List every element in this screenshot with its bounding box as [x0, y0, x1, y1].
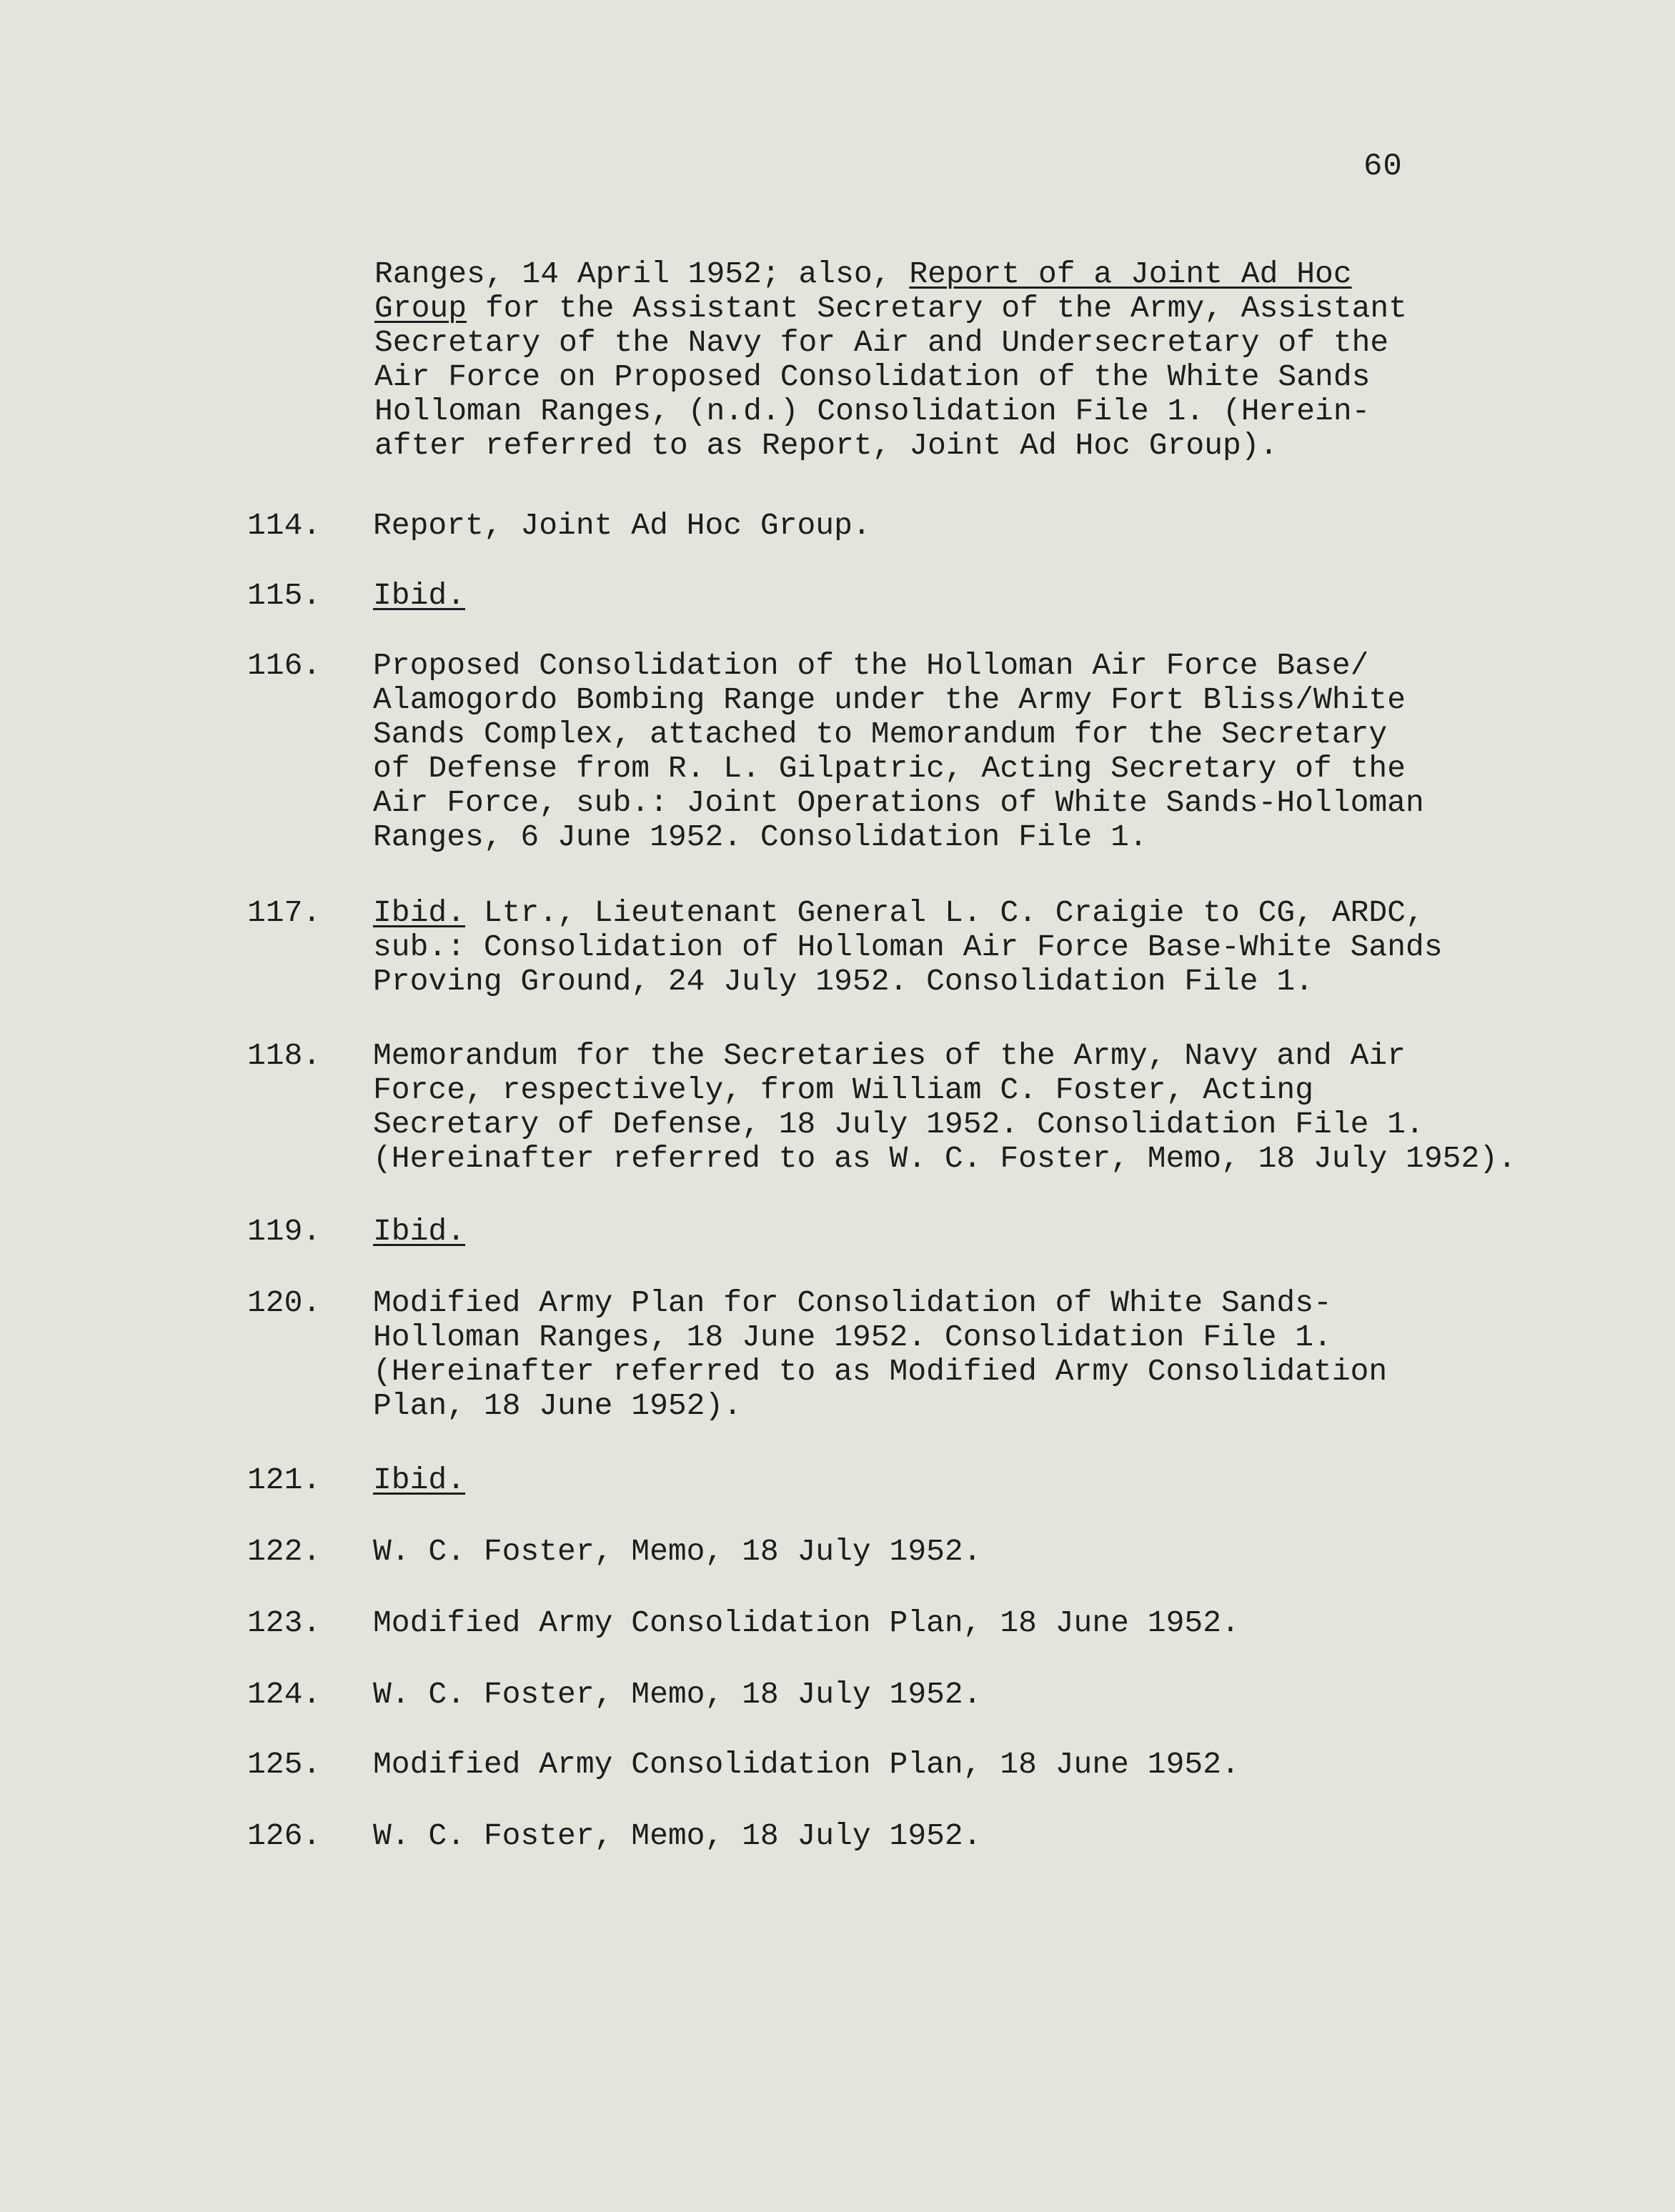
note-text: [373, 579, 1488, 613]
note-text: [373, 1215, 1488, 1249]
note-number: 120.: [247, 1285, 322, 1320]
ibid-label: Ibid.: [373, 578, 466, 613]
note-text: Modified Army Consolidation Plan, 18 June 1952.: [373, 1747, 1240, 1782]
intro-line1-pre: Ranges, 14 April 1952; also,: [374, 256, 910, 292]
intro-line2-rest: for the Assistant Secretary of the Army, Assistant: [467, 291, 1408, 326]
note-text: W. C. Foster, Memo, 18 July 1952.: [373, 1534, 982, 1569]
note-text: Report, Joint Ad Hoc Group.: [373, 508, 871, 543]
ibid-label: Ibid.: [373, 895, 466, 930]
note-number: 117.: [247, 895, 322, 930]
intro-continuation: [374, 257, 1489, 463]
note-number: 124.: [247, 1677, 322, 1712]
note-number: 122.: [247, 1534, 322, 1569]
note-text: Memorandum for the Secretaries of the Army, Navy and Air Force, respectively, from William C. Foster, Acting Secretary of Defense, 18 July 1952. Consolidation File 1. (Hereinafter referred to as W. C. Foster, Memo, 18 July 1952).: [373, 1038, 1516, 1176]
note-number: 121.: [247, 1463, 322, 1498]
intro-report-title-a: Report of a Joint Ad Hoc: [909, 256, 1352, 292]
note-text: Modified Army Plan for Consolidation of White Sands- Holloman Ranges, 18 June 1952. Consolidation File 1. (Hereinafter referred to as Modified Army Consolidation Plan, 18 June 1952).: [373, 1285, 1388, 1423]
note-number: 123.: [247, 1605, 322, 1640]
note-text: [373, 1463, 1488, 1498]
ibid-label: Ibid.: [373, 1214, 466, 1249]
ibid-label: Ibid.: [373, 1463, 466, 1498]
intro-report-title-b: Group: [374, 291, 467, 326]
page-number: 60: [1363, 149, 1403, 184]
note-number: 115.: [247, 578, 322, 613]
note-number: 114.: [247, 508, 322, 543]
note-text: Proposed Consolidation of the Holloman Air Force Base/ Alamogordo Bombing Range under the Army Fort Bliss/White Sands Complex, attached to Memorandum for the Secretary of Defense from R. L. Gilpatric, Acting Secretary of the Air Force, sub.: Joint Operations of White Sands-Holloman Ranges, 6 June 1952. Consolidation File 1.: [373, 648, 1424, 855]
note-text: W. C. Foster, Memo, 18 July 1952.: [373, 1818, 982, 1853]
note-number: 125.: [247, 1747, 322, 1782]
note-text: Ibid. Ltr., Lieutenant General L. C. Craigie to CG, ARDC, sub.: Consolidation of Holloman Air Force Base-White Sands Proving Ground, 24 July 1952. Consolidation File 1.: [373, 895, 1443, 999]
note-text: W. C. Foster, Memo, 18 July 1952.: [373, 1677, 982, 1712]
note-number: 126.: [247, 1818, 322, 1853]
note-number: 119.: [247, 1214, 322, 1249]
note-text: Modified Army Consolidation Plan, 18 June 1952.: [373, 1605, 1240, 1640]
intro-rest-lines: Secretary of the Navy for Air and Undersecretary of the Air Force on Proposed Consolidation of the White Sands Holloman Ranges, (n.d.) Consolidation File 1. (Herein- after referred to as Report, Joint Ad Hoc Group).: [374, 325, 1389, 463]
note-number: 118.: [247, 1038, 322, 1073]
note-number: 116.: [247, 648, 322, 683]
